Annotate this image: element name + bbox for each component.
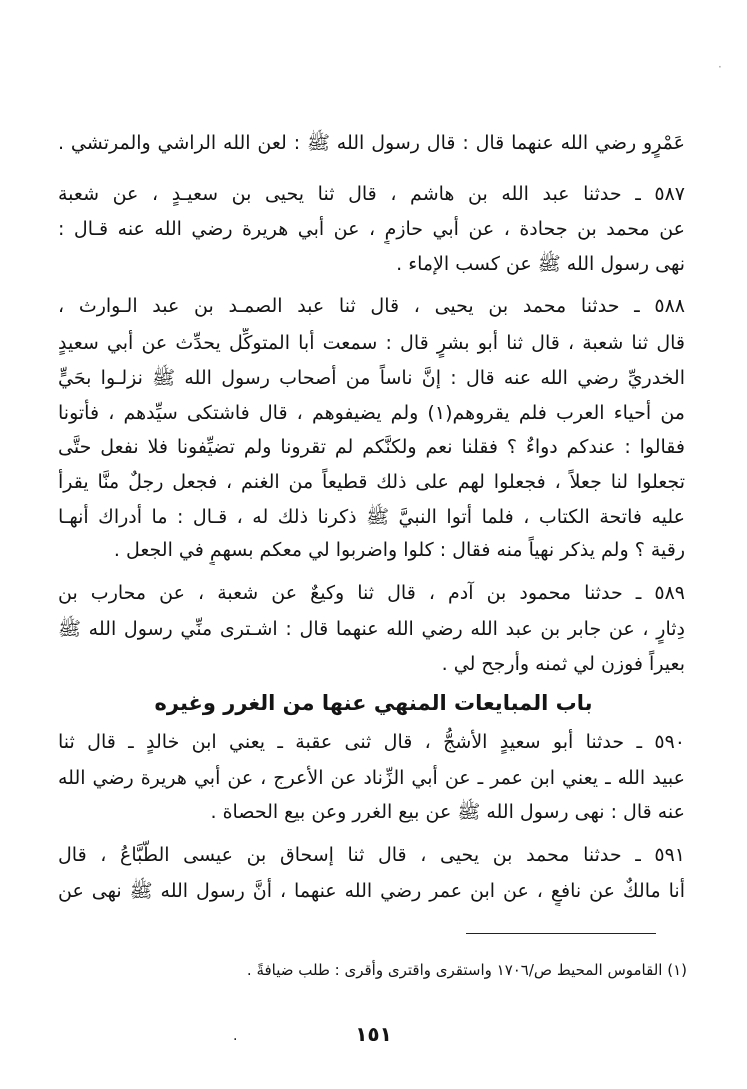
hadith-588-line-7: عليه فاتحة الكتاب ، فلما أتوا النبيَّ ﷺ ذكرنا ذلك له ، قـال : ما أدراك أنهـا xyxy=(58,506,685,528)
hadith-588-line-1: ٥٨٨ ـ حدثنا محمد بن يحيى ، قال ثنا عبد الصمـد بن عبد الـوارث ، xyxy=(58,295,685,317)
hadith-590-line-2: عبيد الله ـ يعني ابن عمر ـ عن أبي الزِّناد عن الأعرج ، عن أبي هريرة رضي الله xyxy=(58,767,685,789)
hadith-587-line-3: نهى رسول الله ﷺ عن كسب الإماء . xyxy=(396,253,685,275)
hadith-587-line-1: ٥٨٧ ـ حدثنا عبد الله بن هاشم ، قال ثنا يحيى بن سعيـدٍ ، عن شعبة xyxy=(58,183,685,205)
text-line-1: عَمْرٍو رضي الله عنهما قال : قال رسول الله ﷺ : لعن الله الراشي والمرتشي . xyxy=(58,132,685,154)
chapter-title: باب المبايعات المنهي عنها من الغرر وغيره xyxy=(154,691,593,715)
bottom-mark: . xyxy=(233,1028,238,1044)
corner-mark: · xyxy=(718,60,722,74)
hadith-590-line-1: ٥٩٠ ـ حدثنا أبو سعيدٍ الأشجُّ ، قال ثنى عقبة ـ يعني ابن خالدٍ ـ قال ثنا xyxy=(58,731,685,753)
hadith-591-line-1: ٥٩١ ـ حدثنا محمد بن يحيى ، قال ثنا إسحاق بن عيسى الطَّبَّاعُ ، قال xyxy=(58,844,685,866)
hadith-588-line-4: من أحياء العرب فلم يقروهم(١) ولم يضيفوهم ، قال فاشتكى سيِّدهم ، فأتونا xyxy=(58,402,685,424)
hadith-587-line-2: عن محمد بن جحادة ، عن أبي حازمٍ ، عن أبي هريرة رضي الله عنه قـال : xyxy=(58,218,685,240)
hadith-588-line-3: الخدريِّ رضي الله عنه قال : إنَّ ناساً من أصحاب رسول الله ﷺ نزلـوا بحَيٍّ xyxy=(58,367,685,389)
hadith-588-line-5: فقالوا : عندكم دواءٌ ؟ فقلنا نعم ولكنَّكم لم تقرونا ولم تضيِّفونا فلا نفعل حتَّى xyxy=(58,436,685,458)
hadith-588-line-6: تجعلوا لنا جعلاً ، فجعلوا لهم على ذلك قطيعاً من الغنم ، فجعل رجلٌ منَّا يقرأ xyxy=(58,471,685,493)
hadith-589-line-3: بعيراً فوزن لي ثمنه وأرجح لي . xyxy=(441,653,685,675)
hadith-590-line-3: عنه قال : نهى رسول الله ﷺ عن بيع الغرر وعن بيع الحصاة . xyxy=(210,801,685,823)
hadith-589-line-1: ٥٨٩ ـ حدثنا محمود بن آدم ، قال ثنا وكيعٌ عن شعبة ، عن محارب بن xyxy=(58,582,685,604)
footnote: (١) القاموس المحيط ص/١٧٠٦ واستقرى واقترى وأقرى : طلب ضيافةً . xyxy=(246,961,687,979)
page-number: ١٥١ xyxy=(355,1022,392,1046)
hadith-588-line-2: قال ثنا شعبة ، قال ثنا أبو بشرٍ قال : سمعت أبا المتوكِّل يحدِّث عن أبي سعيدٍ xyxy=(58,332,685,354)
hadith-588-line-8: رقية ؟ ولم يذكر نهياً منه فقال : كلوا واضربوا لي معكم بسهمٍ في الجعل . xyxy=(113,539,685,561)
hadith-591-line-2: أنا مالكٌ عن نافعٍ ، عن ابن عمر رضي الله عنهما ، أنَّ رسول الله ﷺ نهى عن xyxy=(58,880,685,902)
hadith-589-line-2: دِثارٍ ، عن جابر بن عبد الله رضي الله عنهما قال : اشـترى منِّي رسول الله ﷺ xyxy=(58,618,685,640)
footnote-separator xyxy=(466,933,656,934)
